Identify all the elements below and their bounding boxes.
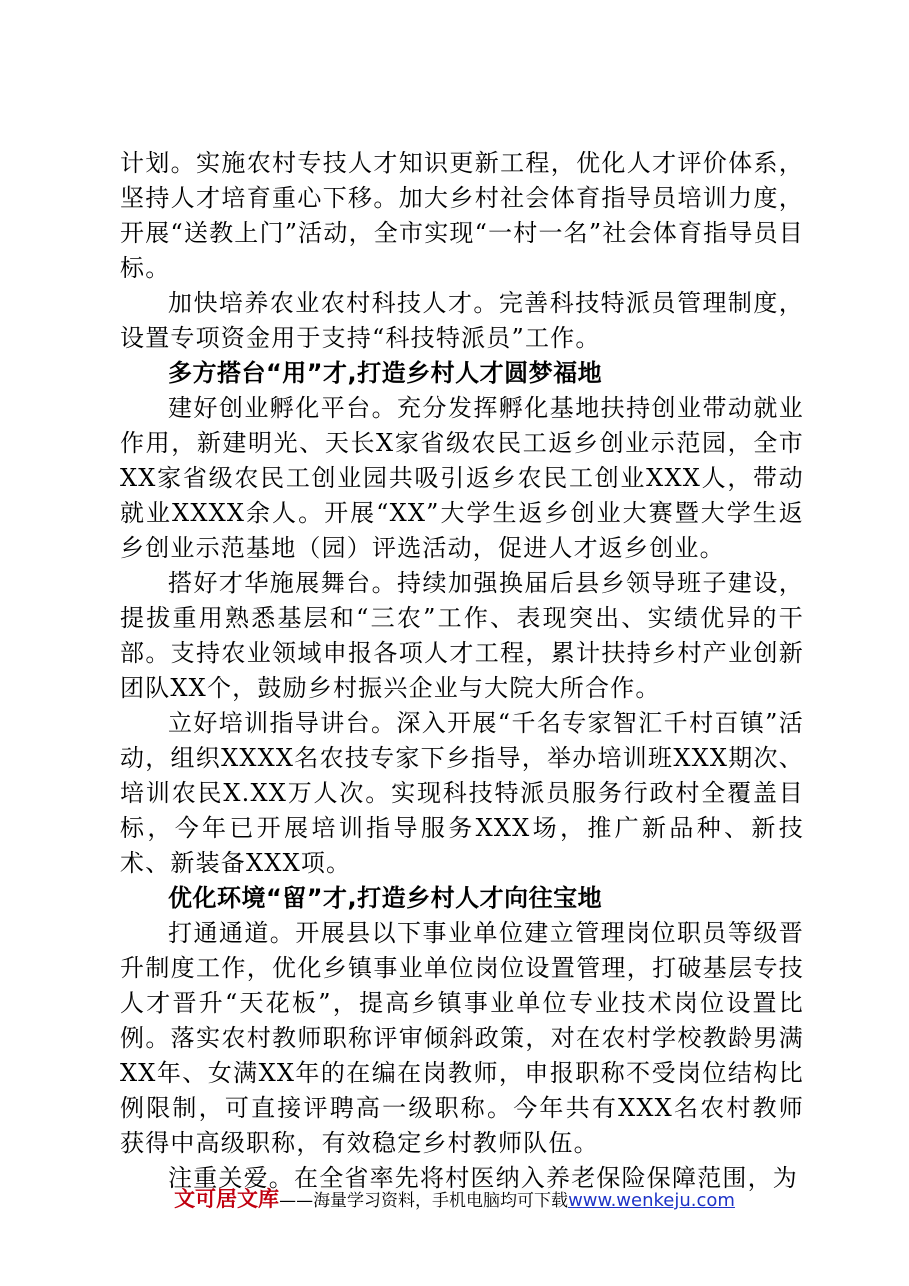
footer-slogan: ——海量学习资料，手机电脑均可下载 (279, 1191, 569, 1211)
paragraph: 建好创业孵化平台。充分发挥孵化基地扶持创业带动就业作用，新建明光、天长X家省级农民工返乡创业示范园，全市XX家省级农民工创业园共吸引返乡农民工创业XXX人，带动就业XXXX余人。开展“XX”大学生返乡创业大赛暨大学生返乡创业示范基地（园）评选活动，促进人才返乡创业。 (120, 394, 804, 562)
page-footer (0, 1183, 909, 1213)
footer-link[interactable]: www.wenkeju.com (568, 1190, 735, 1211)
paragraph: 打通通道。开展县以下事业单位建立管理岗位职员等级晋升制度工作，优化乡镇事业单位岗位设置管理，打破基层专技人才晋升“天花板”，提高乡镇事业单位专业技术岗位设置比例。落实农村教师职称评审倾斜政策，对在农村学校教龄男满XX年、女满XX年的在编在岗教师，申报职称不受岗位结构比例限制，可直接评聘高一级职称。今年共有XXX名农村教师获得中高级职称，有效稳定乡村教师队伍。 (120, 919, 804, 1157)
paragraph: 计划。实施农村专技人才知识更新工程，优化人才评价体系，坚持人才培育重心下移。加大乡村社会体育指导员培训力度，开展“送教上门”活动，全市实现“一村一名”社会体育指导员目标。 (120, 149, 804, 282)
section-heading: 优化环境“留”才,打造乡村人才向往宝地 (168, 884, 603, 912)
paragraph: 立好培训指导讲台。深入开展“千名专家智汇千村百镇”活动，组织XXXX名农技专家下乡指导，举办培训班XXX期次、培训农民X.XX万人次。实现科技特派员服务行政村全覆盖目标，今年已开展培训指导服务XXX场，推广新品种、新技术、新装备XXX项。 (120, 709, 804, 877)
section-heading: 多方搭台“用”才,打造乡村人才圆梦福地 (168, 359, 603, 387)
paragraph: 注重关爱。在全省率先将村医纳入养老保险保障范围，为 (168, 1164, 798, 1192)
footer-brand: 文可居文库 (174, 1187, 280, 1211)
paragraph: 加快培养农业农村科技人才。完善科技特派员管理制度，设置专项资金用于支持“科技特派员”工作。 (120, 289, 804, 352)
paragraph: 搭好才华施展舞台。持续加强换届后县乡领导班子建设，提拔重用熟悉基层和“三农”工作、表现突出、实绩优异的干部。支持农业领域申报各项人才工程，累计扶持乡村产业创新团队XX个，鼓励乡村振兴企业与大院大所合作。 (120, 569, 804, 702)
document-body (120, 146, 804, 1196)
